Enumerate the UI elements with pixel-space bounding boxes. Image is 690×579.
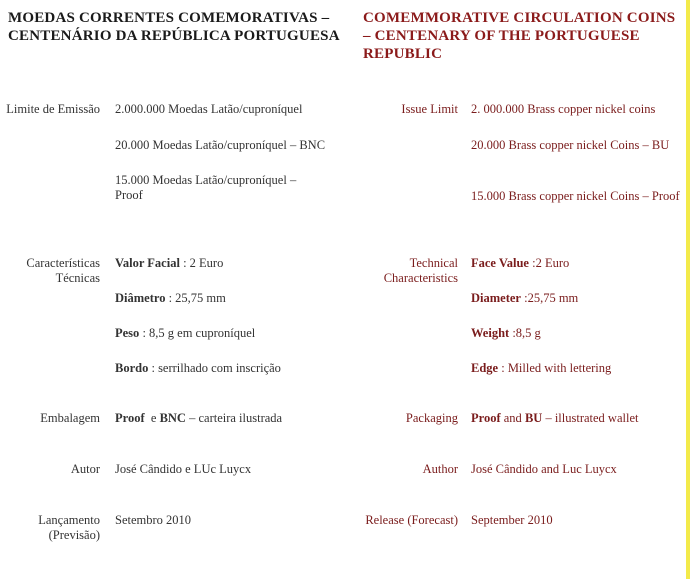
value-embalagem — [115, 411, 355, 426]
txt-embal-1: e — [144, 411, 160, 425]
key-valor-facial: Valor Facial — [115, 256, 180, 270]
txt-embal-2: – carteira ilustrada — [185, 411, 283, 425]
val-peso: : 8,5 g em cuproníquel — [139, 326, 256, 340]
key-pack-bu: BU — [524, 411, 543, 425]
value-weight — [471, 326, 681, 341]
title-english: COMEMMORATIVE CIRCULATION COINS – CENTENARY OF THE PORTUGUESE REPUBLIC — [363, 10, 676, 62]
value-edge — [471, 361, 681, 376]
txt-pack-1: and — [500, 411, 525, 425]
label-author: Author — [422, 462, 458, 476]
val-valor-facial: : 2 Euro — [179, 256, 224, 270]
value-limite-1: 2.000.000 Moedas Latão/cuproníquel — [115, 102, 303, 116]
key-embal-bnc: BNC — [159, 411, 186, 425]
label-technical: Technical Characteristics — [383, 256, 458, 285]
key-embal-proof: Proof — [115, 411, 145, 425]
label-caracteristicas: Características Técnicas — [26, 256, 100, 285]
key-face-value: Face Value — [471, 256, 529, 270]
value-diametro — [115, 291, 355, 306]
label-lancamento: Lançamento (Previsão) — [38, 513, 100, 542]
value-valor-facial — [115, 256, 355, 271]
txt-pack-2: – illustrated wallet — [542, 411, 639, 425]
label-limite-emissao: Limite de Emissão — [6, 102, 100, 116]
val-bordo: : serrilhado com inscrição — [148, 361, 281, 375]
value-peso — [115, 326, 355, 341]
page-edge-bar — [686, 0, 690, 579]
val-diametro: : 25,75 mm — [165, 291, 226, 305]
value-limite-2: 20.000 Moedas Latão/cuproníquel – BNC — [115, 138, 326, 152]
key-edge: Edge — [471, 361, 499, 375]
value-diameter — [471, 291, 681, 306]
value-issue-1: 2. 000.000 Brass copper nickel coins — [471, 102, 656, 116]
value-author: José Cândido and Luc Luycx — [471, 462, 617, 476]
key-diametro: Diâmetro — [115, 291, 166, 305]
value-limite-3: 15.000 Moedas Latão/cuproníquel – Proof — [115, 173, 297, 202]
label-packaging: Packaging — [405, 411, 458, 425]
value-bordo — [115, 361, 355, 376]
label-release: Release (Forecast) — [365, 513, 458, 527]
key-peso: Peso — [115, 326, 140, 340]
key-pack-proof: Proof — [471, 411, 501, 425]
label-autor: Autor — [70, 462, 100, 476]
val-face-value: :2 Euro — [528, 256, 570, 270]
key-weight: Weight — [471, 326, 510, 340]
val-weight: :8,5 g — [509, 326, 541, 340]
value-issue-3: 15.000 Brass copper nickel Coins – Proof — [471, 189, 680, 203]
title-portuguese: MOEDAS CORRENTES COMEMORATIVAS – CENTENÁRIO DA REPÚBLICA PORTUGUESA — [8, 10, 340, 44]
label-embalagem: Embalagem — [40, 411, 100, 425]
value-issue-2: 20.000 Brass copper nickel Coins – BU — [471, 138, 670, 152]
label-issue-limit: Issue Limit — [401, 102, 458, 116]
value-autor: José Cândido e LUc Luycx — [115, 462, 252, 476]
value-face-value — [471, 256, 681, 271]
value-lancamento: Setembro 2010 — [115, 513, 192, 527]
value-release: September 2010 — [471, 513, 553, 527]
key-bordo: Bordo — [115, 361, 149, 375]
val-diameter: :25,75 mm — [520, 291, 579, 305]
val-edge: : Milled with lettering — [498, 361, 612, 375]
key-diameter: Diameter — [471, 291, 521, 305]
value-packaging — [471, 411, 681, 426]
